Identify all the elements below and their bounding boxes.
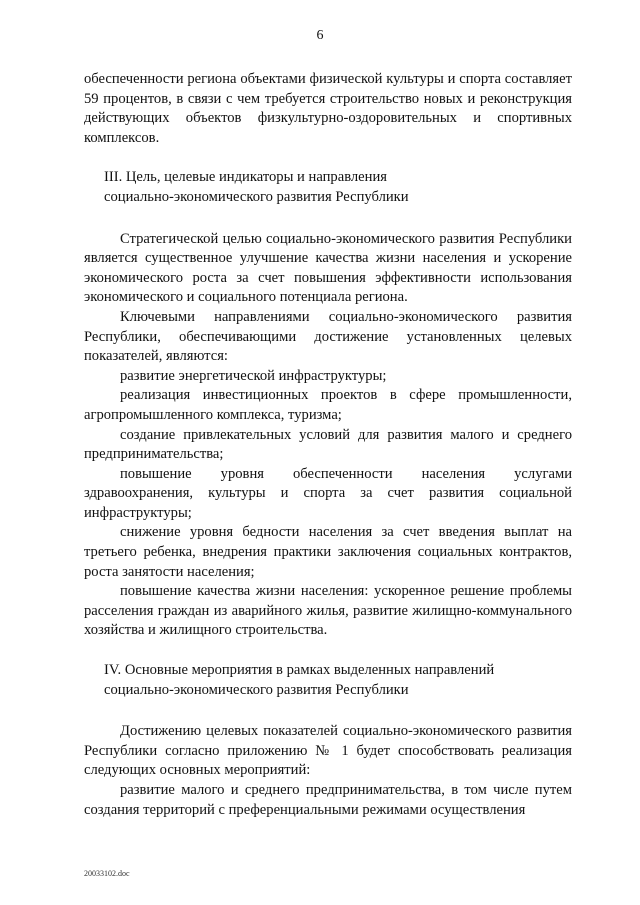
section-4-heading-line-2: социально-экономического развития Республики [104, 681, 409, 698]
file-name-footer: 20033102.doc [84, 869, 130, 878]
section-3-heading-line-1: III. Цель, целевые индикаторы и направления [104, 169, 387, 186]
page-number: 6 [316, 28, 324, 43]
document-body [84, 70, 572, 820]
section-3-list-item: снижение уровня бедности населения за счет введения выплат на третьего ребенка, внедрения практики заключения социальных контрактов, роста занятости населения; [84, 524, 572, 580]
section-3-list-item: создание привлекательных условий для развития малого и среднего предпринимательства; [84, 426, 572, 463]
section-4-heading [84, 661, 572, 700]
section-3-list-item: развитие энергетической инфраструктуры; [120, 367, 387, 384]
section-3-paragraph: Ключевыми направлениями социально-экономического развития Республики, обеспечивающими достижение установленных целевых показателей, являются: [84, 308, 572, 365]
section-3-list-item: повышение уровня обеспеченности населения услугами здравоохранения, культуры и спорта за счет развития социальной инфраструктуры; [84, 465, 572, 521]
section-3-paragraph: Стратегической целью социально-экономического развития Республики является существенное улучшение качества жизни населения и ускорение экономического роста за счет повышения эффективности использования экономического и социального потенциала региона. [84, 230, 572, 306]
section-3-heading-line-2: социально-экономического развития Республики [104, 188, 409, 205]
section-3-heading [84, 168, 572, 207]
section-4-list-item: развитие малого и среднего предпринимательства, в том числе путем создания территорий с преференциальными режимами осуществления [84, 782, 572, 818]
intro-paragraph: обеспеченности региона объектами физической культуры и спорта составляет 59 процентов, в связи с чем требуется строительство новых и реконструкция действующих объектов физкультурно-оздоровительных и спортивных комплексов. [84, 71, 572, 146]
section-4-heading-line-1: IV. Основные мероприятия в рамках выделенных направлений [104, 662, 495, 679]
section-3-list-item: повышение качества жизни населения: ускоренное решение проблемы расселения граждан из аварийного жилья, развитие жилищно-коммунального хозяйства и жилищного строительства. [84, 583, 572, 639]
section-4-paragraph: Достижению целевых показателей социально-экономического развития Республики согласно приложению № 1 будет способствовать реализация следующих основных мероприятий: [84, 723, 572, 779]
section-3-list-item: реализация инвестиционных проектов в сфере промышленности, агропромышленного комплекса, туризма; [84, 387, 572, 423]
